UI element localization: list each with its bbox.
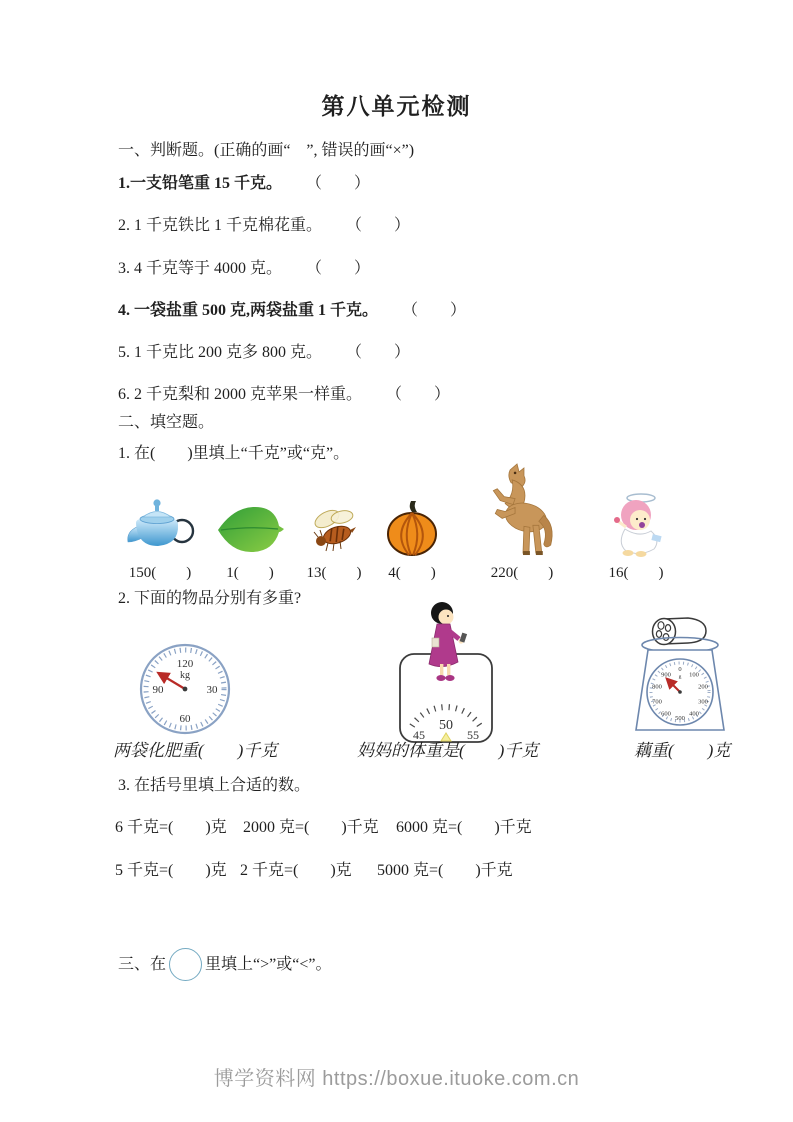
answer-bracket: （ ） [354,344,411,361]
kitchen-mark-500: 500 [675,715,685,722]
kitchen-mark-0: 0 [678,666,682,673]
kitchen-mark-400: 400 [689,710,699,718]
kitchen-mark-100: 100 [689,671,699,679]
kitchen-mark-300: 300 [698,698,708,706]
dial-label-90: 90 [152,684,164,696]
section-three-heading [118,948,331,974]
section-two-q1: 1. 在( )里填上“千克”或“克”。 [118,445,350,462]
unit-label: 4( ) [388,565,436,581]
section-three-prefix: 三、在 [118,956,167,973]
kitchen-unit-g: g [678,674,682,680]
kitchen-mark-700: 700 [652,698,662,706]
conversion-item: 6 千克=( )克 [115,819,227,836]
judgment-question-4 [118,297,466,320]
scale-mark-50: 50 [439,718,453,733]
kitchen-mark-200: 200 [698,683,708,691]
judgment-question-1 [118,170,370,193]
question-text: 2. 1 千克铁比 1 千克棉花重。 [118,217,323,234]
leaf-icon [215,503,285,557]
conversion-item: 2 千克=( )克 [240,862,352,879]
teapot-icon [124,495,196,557]
pumpkin-icon [386,499,438,557]
question-text: 1.一支铅笔重 15 千克。 [118,175,283,192]
question-text: 5. 1 千克比 200 克多 800 克。 [118,344,323,361]
lotus-root-caption: 藕重( )克 [634,741,731,760]
answer-bracket: （ ） [314,260,371,277]
fertilizer-dial-scale [137,640,233,736]
kitchen-mark-600: 600 [661,710,671,718]
section-one-heading: 一、判断题。(正确的画“ ”, 错误的画“×”) [118,142,415,159]
question-text: 3. 4 千克等于 4000 克。 [118,260,283,277]
kitchen-mark-900: 900 [661,671,671,679]
unit-item-horse [470,462,574,582]
scale-mark-55: 55 [467,728,479,742]
page-title: 第八单元检测 [321,94,472,119]
horse-icon [484,462,560,557]
unit-label: 1( ) [226,565,274,581]
bee-icon [306,505,362,557]
scale-mark-45: 45 [413,728,425,742]
dial-unit-kg: kg [180,670,190,681]
unit-item-leaf [208,462,292,582]
unit-item-teapot [112,462,208,582]
section-two-q3: 3. 在括号里填上合适的数。 [118,777,311,794]
conversion-item: 2000 克=( )千克 [243,819,379,836]
mother-weight-caption: 妈妈的体重是( )千克 [357,741,539,760]
judgment-question-5 [118,339,410,362]
dial-label-120: 120 [176,658,194,670]
answer-bracket: （ ） [314,175,371,192]
body-weight-scale [396,600,496,748]
judgment-question-2 [118,212,410,235]
lotus-root [653,618,707,645]
footer-link[interactable]: 博学资料网 https://boxue.ituoke.com.cn [213,1068,580,1090]
conversion-item: 5 千克=( )克 [115,862,227,879]
dial-label-30: 30 [206,684,218,696]
unit-label: 13( ) [306,565,362,581]
baby-angel-icon [604,491,668,557]
conversion-item: 5000 克=( )千克 [377,862,513,879]
judgment-question-6 [118,381,450,404]
conversion-item: 6000 克=( )千克 [396,819,532,836]
kitchen-mark-800: 800 [652,683,662,691]
compare-circle [169,948,202,981]
kitchen-scale-lotus-root [628,612,732,734]
question-text: 4. 一袋盐重 500 克,两袋盐重 1 千克。 [118,302,379,319]
fertilizer-caption: 两袋化肥重( )千克 [113,741,278,760]
unit-label: 16( ) [608,565,664,581]
section-three-suffix: 里填上“>”或“<”。 [205,956,332,973]
dial-label-60: 60 [179,713,191,725]
answer-bracket: （ ） [354,217,411,234]
unit-label: 220( ) [490,565,554,581]
section-two-heading: 二、填空题。 [118,414,215,431]
answer-bracket: （ ） [410,302,467,319]
question-text: 6. 2 千克梨和 2000 克苹果一样重。 [118,386,363,403]
unit-item-baby [588,462,684,582]
judgment-question-3 [118,255,370,278]
unit-item-bee [292,462,376,582]
answer-bracket: （ ） [394,386,451,403]
unit-item-pumpkin [372,462,452,582]
unit-label: 150( ) [128,565,192,581]
section-two-q2: 2. 下面的物品分别有多重? [118,590,302,607]
